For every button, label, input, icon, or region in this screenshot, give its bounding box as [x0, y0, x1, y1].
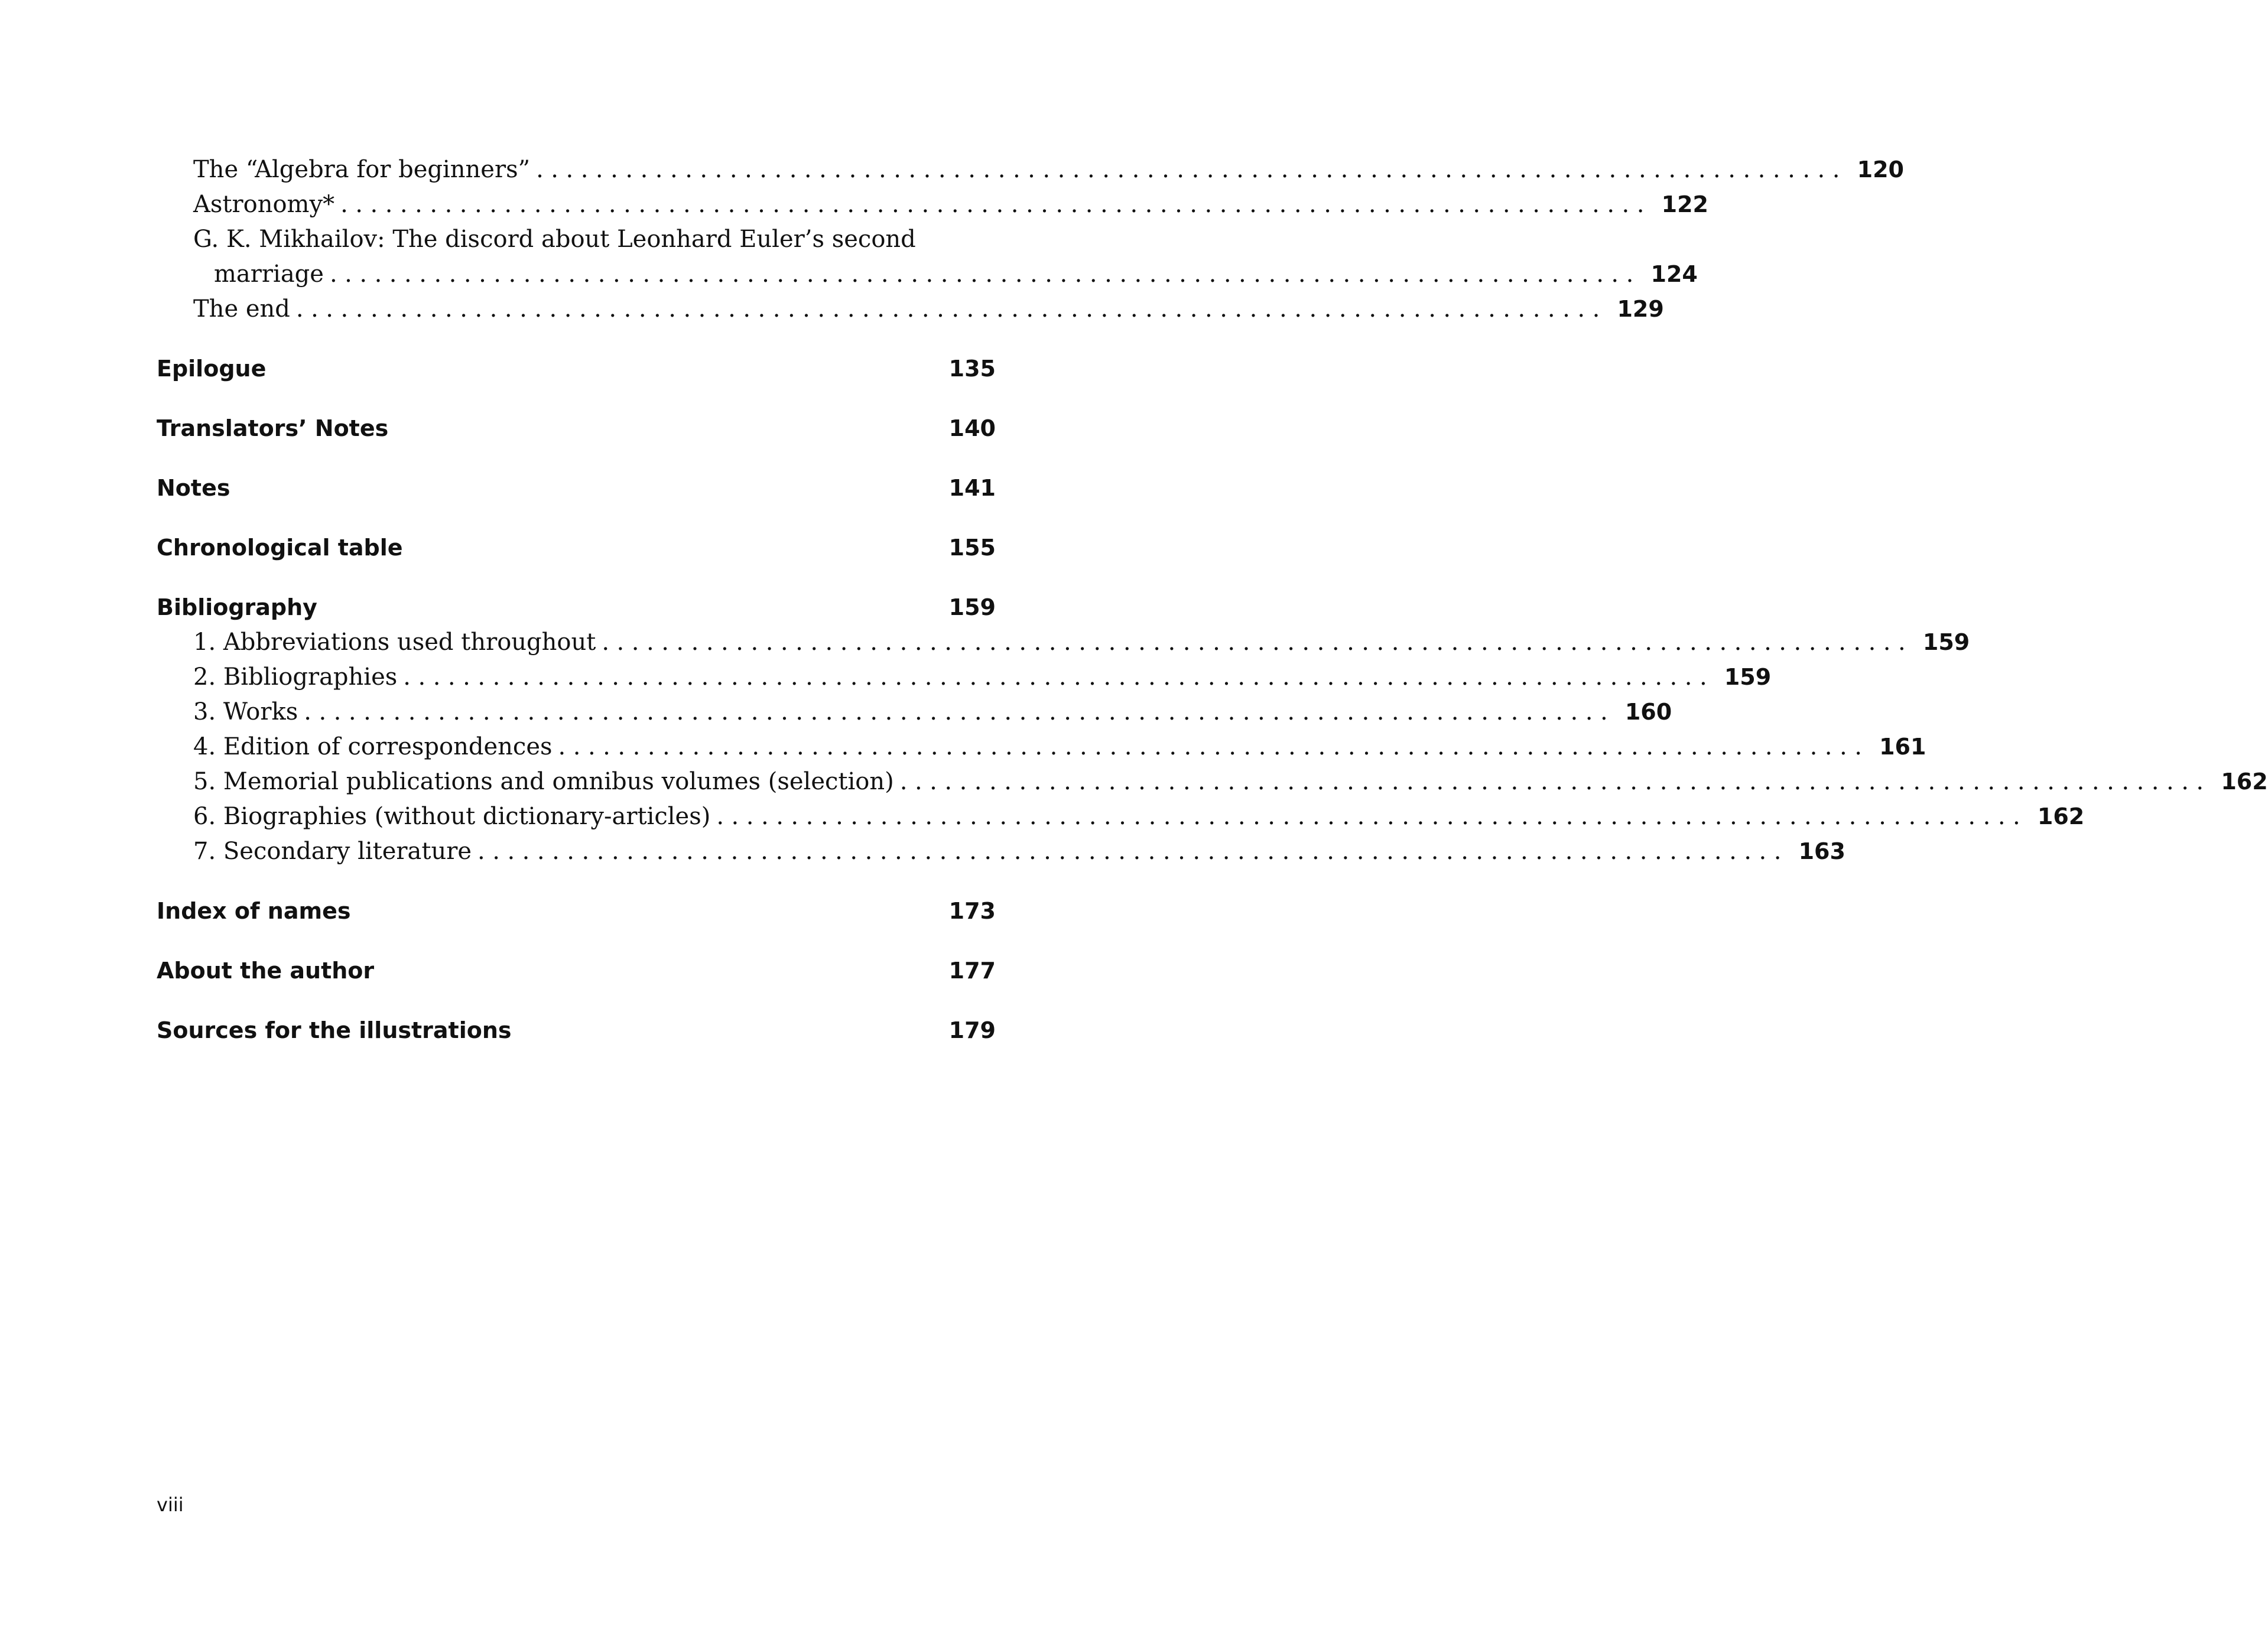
toc-chapter-bibliography[interactable]: [157, 590, 996, 625]
toc-entry-page: 120: [1857, 157, 1904, 183]
toc-chapter-page: 179: [948, 1017, 996, 1043]
dot-leader: ........................................................................................: [716, 803, 2028, 830]
toc-chapter-chronological-table[interactable]: [157, 531, 996, 565]
toc-entry-algebra[interactable]: [157, 152, 1904, 187]
dot-leader: ........................................................................................: [340, 191, 1652, 218]
toc-chapter-title: Sources for the illustrations: [157, 1017, 512, 1043]
toc-entry-title: 2. Bibliographies: [193, 663, 398, 691]
toc-chapter-page: 159: [948, 594, 996, 620]
spacer: [157, 929, 996, 954]
toc-entry-page: 122: [1661, 191, 1708, 217]
toc-chapter-title: Bibliography: [157, 594, 317, 620]
toc-chapter-page: 135: [948, 356, 996, 382]
dot-leader: ........................................................................................: [558, 733, 1870, 760]
toc-entry-bib-3[interactable]: [157, 695, 1672, 730]
dot-leader: ........................................................................................: [602, 629, 1913, 656]
toc-entry-page: 161: [1879, 734, 1926, 760]
toc-chapter-title: Chronological table: [157, 535, 403, 561]
dot-leader: ........................................................................................: [295, 295, 1607, 323]
toc-chapter-page: 141: [948, 475, 996, 501]
toc-entry-mikhailov-line2[interactable]: [157, 257, 1698, 292]
spacer: [157, 869, 996, 894]
toc-chapter-notes[interactable]: [157, 471, 996, 506]
toc-chapter-title: Notes: [157, 475, 230, 501]
toc-chapter-about-the-author[interactable]: [157, 954, 996, 988]
toc-entry-page: 162: [2037, 803, 2085, 829]
toc-chapter-title: Translators’ Notes: [157, 415, 389, 441]
page-number: viii: [157, 1493, 184, 1516]
toc-entry-title: The “Algebra for beginners”: [193, 156, 531, 183]
dot-leader: ........................................................................................: [899, 768, 2211, 795]
dot-leader: ........................................................................................: [304, 698, 1616, 725]
toc-entry-title: The end: [193, 295, 290, 323]
toc-entry-bib-2[interactable]: [157, 660, 1772, 695]
toc-entry-page: 159: [1724, 664, 1772, 690]
toc-entry-title: 5. Memorial publications and omnibus volumes (selection): [193, 768, 894, 795]
toc-entry-bib-7[interactable]: [157, 834, 1845, 869]
toc-chapter-sources[interactable]: [157, 1013, 996, 1048]
toc-chapter-title: About the author: [157, 958, 375, 984]
spacer: [157, 565, 996, 590]
spacer: [157, 506, 996, 531]
toc-entry-title: 6. Biographies (without dictionary-articles): [193, 803, 711, 830]
toc-entry-page: 129: [1617, 296, 1664, 322]
toc-entry-page: 160: [1624, 699, 1672, 725]
spacer: [157, 327, 996, 352]
table-of-contents: [157, 152, 2268, 1048]
toc-chapter-page: 177: [948, 958, 996, 984]
toc-entry-bib-5[interactable]: [157, 764, 2268, 799]
toc-entry-astronomy[interactable]: [157, 187, 1708, 222]
toc-chapter-page: 155: [948, 535, 996, 561]
toc-chapter-page: 140: [948, 415, 996, 441]
toc-entry-bib-1[interactable]: [157, 625, 1970, 660]
toc-entry-title: G. K. Mikhailov: The discord about Leonhard Euler’s second: [193, 226, 916, 253]
dot-leader: ........................................................................................: [536, 156, 1847, 183]
toc-entry-page: 159: [1922, 629, 1970, 655]
toc-entry-the-end[interactable]: [157, 292, 1664, 327]
toc-chapter-translators-notes[interactable]: [157, 411, 996, 446]
toc-entry-bib-4[interactable]: [157, 730, 1926, 764]
toc-chapter-index-of-names[interactable]: [157, 894, 996, 929]
toc-entry-mikhailov-line1[interactable]: [157, 222, 996, 257]
toc-entry-page: 124: [1650, 261, 1698, 287]
toc-entry-title: 4. Edition of correspondences: [193, 733, 553, 760]
spacer: [157, 988, 996, 1013]
toc-entry-title: 3. Works: [193, 698, 298, 725]
toc-entry-title: marriage: [214, 261, 324, 288]
toc-chapter-title: Index of names: [157, 898, 351, 924]
toc-entry-page: 162: [2221, 769, 2268, 795]
spacer: [157, 386, 996, 411]
dot-leader: ........................................................................................: [403, 663, 1715, 691]
toc-entry-page: 163: [1798, 838, 1845, 864]
dot-leader: ........................................................................................: [329, 261, 1641, 288]
toc-chapter-title: Epilogue: [157, 356, 267, 382]
toc-entry-bib-6[interactable]: [157, 799, 2085, 834]
toc-entry-title: 1. Abbreviations used throughout: [193, 629, 596, 656]
toc-chapter-page: 173: [948, 898, 996, 924]
spacer: [157, 446, 996, 471]
toc-entry-title: Astronomy*: [193, 191, 335, 218]
toc-chapter-epilogue[interactable]: [157, 352, 996, 386]
toc-entry-title: 7. Secondary literature: [193, 838, 472, 865]
dot-leader: ........................................................................................: [477, 838, 1789, 865]
